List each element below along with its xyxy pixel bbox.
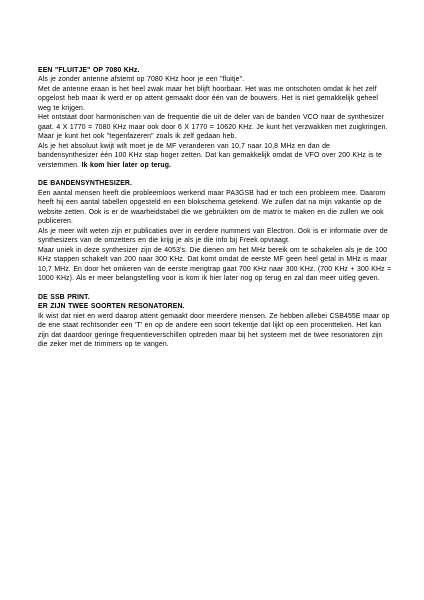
paragraph-text: Als je het absoluut kwijt wilt moet je de MF veranderen van 10,7 naar 10,8 MHz en dan de bandensynthesizer één 100 KHz stap hoger zetten. Dat kan gemakkelijk omdat de VFO over 200 KHz is te verstemmen.	[38, 142, 382, 169]
document-body	[38, 66, 392, 350]
paragraph	[38, 142, 392, 170]
section-heading-bandensynthesizer: DE BANDENSYNTHESIZER.	[38, 180, 133, 188]
paragraph: Een aantal mensen heeft die probleemloos werkend maar PA3GSB had er toch een probleem mee. Daarom heeft hij een aantal tabellen opgesteld en een blokschema getekend. We zullen dat na mijn vakantie op de website zetten. Ook is er de waarheidstabel die we gebruikten om de matrix te maken en die zullen we ook publiceren.	[38, 189, 386, 226]
section-subheading-resonatoren: ER ZIJN TWEE SOORTEN RESONATOREN.	[38, 303, 185, 311]
section-heading-fluitje: EEN "FLUITJE" OP 7080 KHz.	[38, 67, 140, 74]
paragraph: Maar uniek in deze synthesizer zijn de 4053's. Die dienen om het MHz bereik om te schakelen als je de 100 KHz stappen schakelt van 200 naar 300 KHz. Dat komt omdat de eerste MF geen heel getal in MHz is maar 10,7 MHz. En door het omkeren van de eerste mengtrap gaat 700 KHz naar 300 KHz. (700 KHz + 300 KHz = 1000 KHz). Als er meer belangstelling voor is kom ik hier later nog op terug en zal dan meer uitleg geven.	[38, 246, 392, 282]
section-heading-ssb-print: DE SSB PRINT.	[38, 293, 90, 301]
paragraph: Het ontstaat door harmonischen van de frequentie die uit de deler van de banden VCO naar de synthesizer gaat. 4 X 1770 = 7080 KHz maar ook door 6 X 1770 = 10620 KHz. Je kunt het verzwakken met zuigkringen. Maar je kunt het ook "tegenfazeren" zoals ik zelf gedaan heb.	[38, 114, 388, 141]
paragraph: Als je zonder antenne afstemt op 7080 KHz hoor je een "fluitje".	[38, 76, 245, 84]
emphasized-note: Ik kom hier later op terug.	[81, 161, 172, 169]
paragraph: Ik wist dat niet en werd daarop attent gemaakt door meerdere mensen. Ze hebben allebei CSB455E maar op de ene staat rechtsonder een 'T' en op de andere een soort tekentje dat lijkt op een procentteken. Het kan zijn dat daardoor geringe frequentieverschillen optreden maar bij het systeem met de twee resonatoren zijn die zeker met de trimmers op te vangen.	[38, 312, 390, 349]
spacer	[38, 283, 392, 292]
paragraph: Als je meer wilt weten zijn er publicaties over in eerdere nummers van Electron. Ook is er informatie over de synthesizers van de omzetters en die krijg je als je die info bij Freek opvraagt.	[38, 227, 388, 245]
paragraph: Met de antenne eraan is het heel zwak maar het blijft hoorbaar. Het was me ontschoten omdat ik het zelf opgelost heb maar ik werd er op attent gemaakt door één van de bouwers. Het is niet gemakkelijk geheel weg te krijgen.	[38, 85, 379, 112]
spacer	[38, 170, 392, 179]
